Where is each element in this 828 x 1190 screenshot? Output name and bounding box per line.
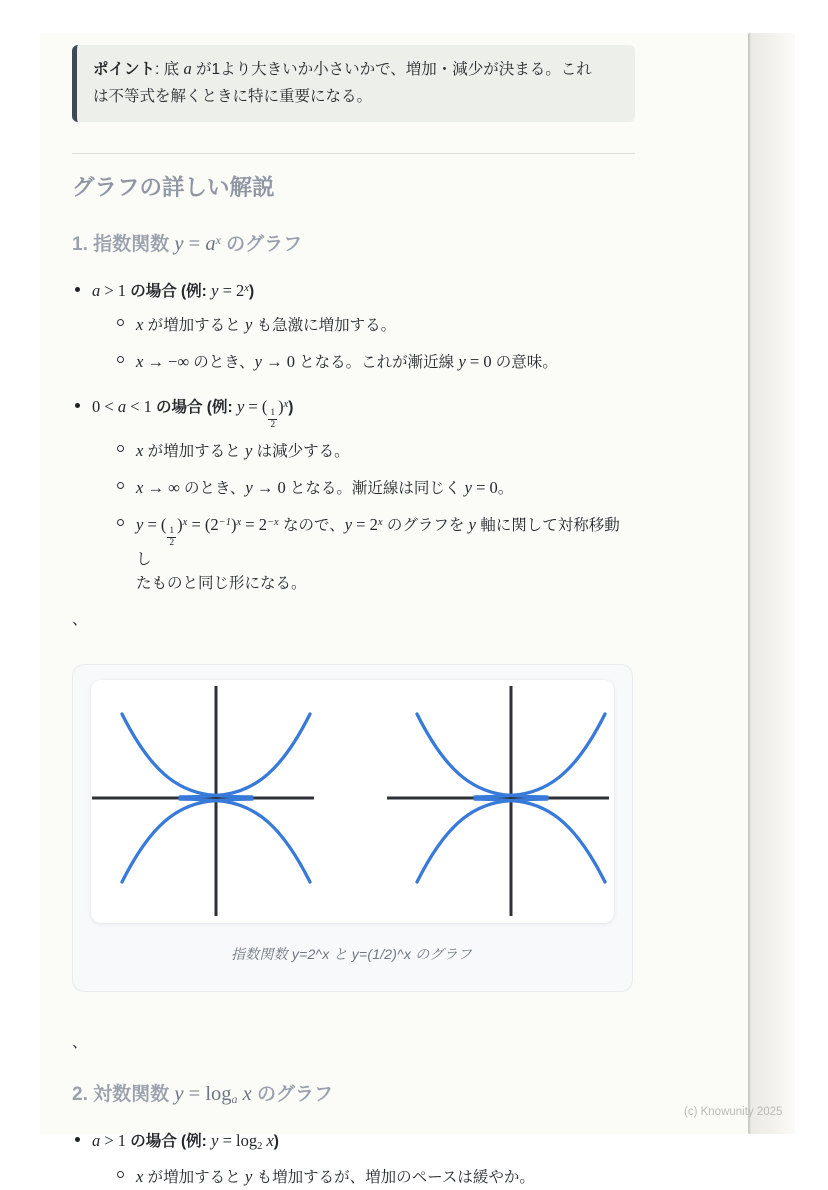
text-seg: のとき、: [193, 354, 255, 372]
math-op: = (: [244, 397, 268, 417]
curve-two-pow-x: [180, 714, 310, 797]
math-sup: x: [244, 283, 249, 295]
math-op: = log: [218, 1131, 258, 1151]
section-title: グラフの詳しい解説: [72, 175, 275, 201]
text-seg: も増加するが、増加のペースは緩やか。: [252, 1168, 535, 1186]
text-seg: ): [248, 283, 255, 301]
sub-list-item: [116, 475, 635, 501]
curve-neg-half-pow-x: [122, 800, 252, 883]
text-seg: の意味。: [495, 354, 558, 372]
text-seg: のグラフ: [220, 233, 303, 255]
math-fraction: [167, 526, 176, 548]
fraction-numerator: 1: [169, 526, 175, 537]
math-var: y: [254, 352, 262, 372]
figure-caption: 指数関数 y=2^x と y=(1/2)^x のグラフ: [230, 945, 473, 962]
math-var: y: [244, 315, 253, 335]
curve-neg-half-pow-x: [417, 800, 547, 883]
stray-comma: 、: [72, 1033, 88, 1051]
curve-half-pow-x: [122, 714, 252, 797]
circle-bullet-icon: [117, 445, 124, 452]
math-sub: 2: [257, 1141, 263, 1153]
bullet-icon: [75, 287, 80, 292]
text-seg: は減少する。: [252, 443, 350, 461]
math-op: = (: [143, 515, 167, 535]
bullet-icon: [75, 1137, 80, 1142]
sub-list-item: [116, 512, 635, 596]
math-var: y: [244, 1166, 253, 1186]
math-op: =: [183, 232, 206, 255]
math-op: ): [230, 515, 237, 535]
text-seg: が増加すると: [143, 443, 245, 461]
circle-bullet-icon: [117, 1171, 124, 1178]
sub-list: [92, 1164, 635, 1190]
math-op: > 1: [100, 281, 131, 301]
math-var: x: [266, 1131, 274, 1151]
math-var: y: [211, 1131, 219, 1151]
bullet-icon: [75, 403, 80, 408]
math-op: 0 <: [92, 397, 118, 417]
math-op: = (2: [187, 515, 219, 535]
text-seg: 1. 指数関数: [72, 233, 175, 255]
curve-two-pow-x: [475, 714, 605, 797]
math-var: y: [468, 515, 476, 535]
bullet-a-gt-1-log: [92, 1128, 635, 1155]
text-seg: の場合 (例:: [156, 399, 237, 417]
sub-bullet: [136, 312, 635, 338]
math-op: ): [278, 397, 284, 417]
text-seg: のとき、: [183, 480, 246, 498]
math-var: y: [211, 281, 219, 301]
text-seg: 軸に関して対称移動し: [136, 517, 620, 569]
point-callout: [72, 45, 635, 122]
fraction-denominator: 2: [270, 419, 276, 430]
math-sup: x: [182, 517, 188, 529]
curve-neg-two-pow-x: [475, 800, 605, 883]
math-sup: x: [236, 517, 242, 529]
bullet-a-lt-1: [92, 394, 635, 430]
math-sup: x: [215, 232, 221, 247]
fraction-numerator: 1: [270, 408, 276, 419]
math-var: a: [205, 232, 216, 255]
math-sup: x: [283, 399, 289, 411]
math-op: = 0: [471, 478, 498, 498]
math-var: x: [136, 315, 144, 335]
sub-bullet: [136, 438, 635, 464]
list-item: [72, 278, 635, 375]
math-var: y: [174, 232, 184, 255]
text-seg: 2. 対数関数: [72, 1083, 175, 1105]
text-seg: なので、: [278, 517, 345, 535]
text-seg: ): [288, 399, 294, 417]
text-seg: のグラフ: [251, 1083, 334, 1105]
math-var: a: [92, 281, 101, 301]
sub-bullet: [136, 475, 635, 501]
math-var: y: [344, 515, 353, 535]
curve-neg-two-pow-x: [180, 800, 310, 883]
math-op: → 0: [252, 478, 290, 498]
sub-list: [92, 312, 635, 375]
exponential-list: [72, 278, 635, 596]
fraction-denominator: 2: [169, 537, 175, 548]
text-seg: が増加すると: [143, 317, 245, 335]
math-var: y: [136, 515, 144, 535]
exponential-graph-right: [387, 684, 609, 918]
math-var: x: [136, 441, 144, 461]
text-seg: が増加すると: [143, 1168, 245, 1186]
math-var: a: [92, 1131, 101, 1151]
math-op: → ∞: [143, 478, 184, 498]
math-op: → 0: [262, 352, 300, 372]
text-seg: ): [273, 1133, 279, 1151]
circle-bullet-icon: [117, 319, 124, 326]
math-op: ): [177, 515, 183, 535]
math-var: a: [183, 59, 192, 78]
text-seg: は不等式を解くときに特に重要になる。: [93, 87, 373, 105]
sub-list-item: [116, 312, 635, 338]
text-seg: のグラフを: [382, 517, 469, 535]
math-sup: x: [377, 517, 383, 529]
math-op: = 2: [352, 515, 378, 535]
math-var: a: [117, 397, 127, 417]
sub-list-item: [116, 1164, 635, 1190]
sub-bullet: [136, 1164, 635, 1190]
math-var: y: [245, 478, 253, 498]
section-divider: [72, 153, 635, 154]
subsection-title-logarithm: [72, 1080, 635, 1109]
callout-label: ポイント: [93, 61, 156, 78]
sub-list-item: [116, 349, 635, 375]
math-var: x: [136, 352, 144, 372]
document-content: [72, 33, 635, 1190]
math-sup: −x: [266, 517, 279, 529]
math-var: y: [236, 397, 245, 417]
exponential-graph-left: [92, 684, 314, 918]
math-sup: −1: [218, 517, 231, 529]
circle-bullet-icon: [117, 482, 124, 489]
sub-bullet-symmetry: [136, 512, 635, 596]
math-op: < 1: [126, 397, 156, 417]
math-var: y: [464, 478, 472, 498]
curve-half-pow-x: [417, 714, 547, 797]
math-fraction: [268, 408, 277, 430]
text-seg: : 底: [155, 61, 184, 78]
sub-list: [92, 438, 635, 596]
math-var: x: [242, 1082, 252, 1105]
text-seg: となる。漸近線は同じく: [289, 480, 465, 498]
subsection-title-exponential: [72, 230, 635, 259]
circle-bullet-icon: [117, 519, 124, 526]
text-seg: 。: [497, 480, 514, 498]
text-seg: となる。これが漸近線: [299, 354, 459, 372]
math-var: y: [174, 1082, 184, 1105]
math-op: = 2: [241, 515, 267, 535]
math-var: x: [136, 478, 144, 498]
watermark: (c) Knowunity 2025: [684, 1106, 783, 1118]
sub-list-item: [116, 438, 635, 464]
text-seg: の場合 (例:: [130, 283, 212, 301]
list-item: [72, 394, 635, 596]
stray-comma: 、: [72, 611, 88, 629]
math-var: y: [244, 441, 253, 461]
bullet-a-gt-1: [92, 278, 635, 304]
math-op: > 1: [100, 1131, 131, 1151]
sub-bullet: [136, 349, 635, 375]
logarithm-list: [72, 1128, 635, 1189]
math-op: → −∞: [143, 352, 194, 372]
math-var: y: [458, 352, 466, 372]
list-item: [72, 1128, 635, 1189]
text-seg: も急激に増加する。: [252, 317, 397, 335]
math-op: = 0: [465, 352, 496, 372]
figure-card: [72, 664, 633, 992]
math-op: = log: [183, 1082, 232, 1105]
next-page-edge[interactable]: [748, 33, 795, 1134]
text-seg: たものと同じ形になる。: [136, 575, 307, 593]
document-page: [40, 33, 750, 1186]
text-seg: が1より大きいか小さいかで、増加・減少が決まる。これ: [191, 61, 592, 78]
math-sub: a: [231, 1091, 238, 1106]
math-op: = 2: [218, 281, 245, 301]
figure-image: [91, 680, 614, 923]
math-var: x: [136, 1166, 144, 1186]
circle-bullet-icon: [117, 356, 124, 363]
text-seg: の場合 (例:: [130, 1133, 212, 1151]
